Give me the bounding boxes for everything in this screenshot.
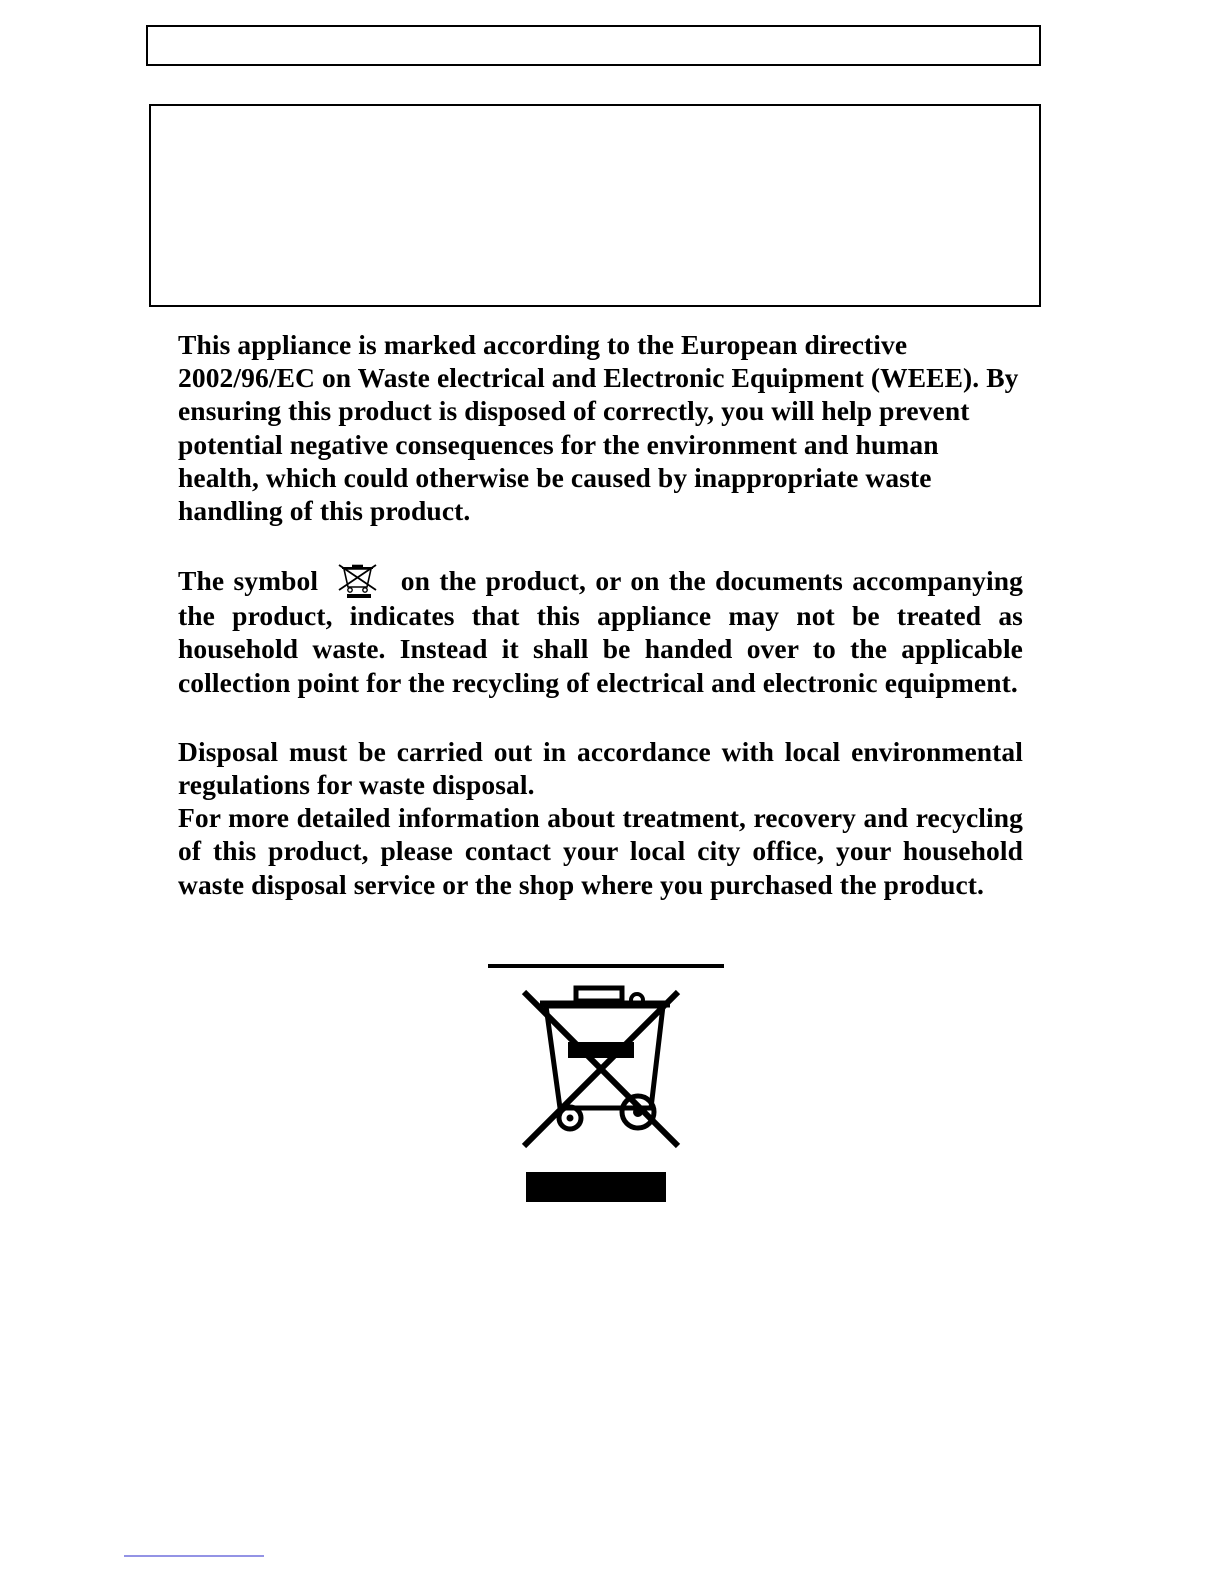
paragraph-symbol-meaning xyxy=(178,563,1023,699)
paragraph-symbol-prefix: The symbol xyxy=(178,565,319,597)
paragraph-weee-directive: This appliance is marked according to the European directive 2002/96/EC on Waste electrical and Electronic Equipment (WEEE). By ensuring this product is disposed of correctly, you will help prevent potential negative consequences for the environment and human health, which could otherwise be caused by inappropriate waste handling of this product. xyxy=(178,329,1019,527)
notice-empty-box xyxy=(149,104,1041,307)
crossed-out-wheeled-bin-icon xyxy=(331,563,387,599)
paragraph-disposal-regulations: Disposal must be carried out in accordance with local environmental regulations for waste disposal. xyxy=(178,735,1023,801)
paragraph-symbol-suffix: on the product, or on the documents accompanying the product, indicates that this appliance may not be treated as household waste. Instead it shall be handed over to the applicable collection point for the recycling of electrical and electronic equipment. xyxy=(178,565,1023,698)
footer-link-underline[interactable] xyxy=(124,1555,264,1557)
header-empty-box xyxy=(146,25,1041,66)
crossed-out-wheeled-bin-icon-large xyxy=(488,960,728,1210)
body-content xyxy=(178,328,1023,901)
paragraph-more-information: For more detailed information about treatment, recovery and recycling of this product, please contact your local city office, your household waste disposal service or the shop where you purchased the product. xyxy=(178,802,1023,900)
